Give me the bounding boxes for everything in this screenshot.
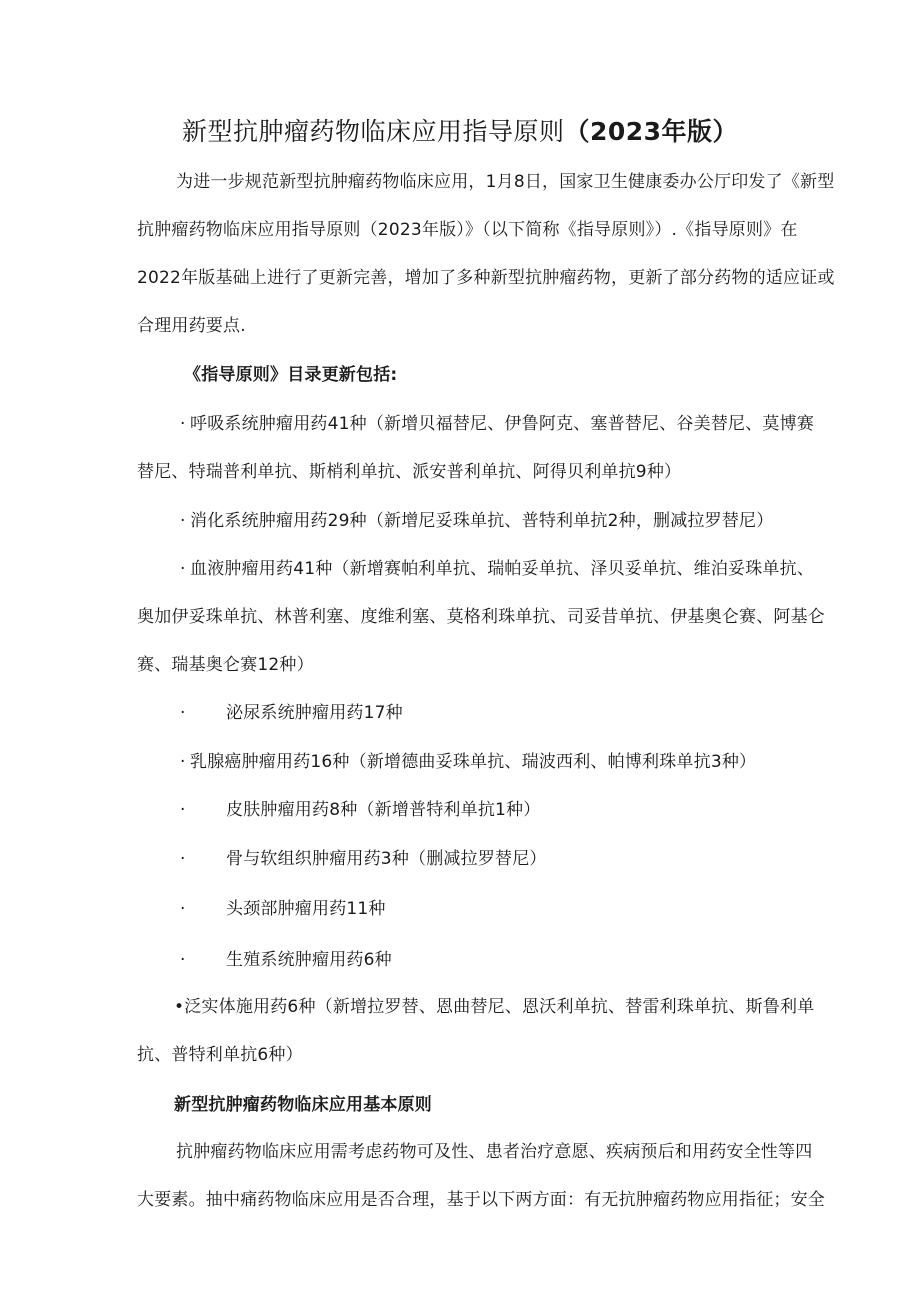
bullet-dot: · — [180, 899, 186, 919]
list-item-text: 泌尿系统肿瘤用药17种 — [226, 703, 403, 723]
list-item-text: 生殖系统肿瘤用药6种 — [226, 950, 392, 970]
list-item-skin — [180, 798, 540, 822]
list-item-urinary — [180, 701, 403, 725]
bullet-dot: · — [180, 950, 186, 970]
intro-line-2: 抗肿瘤药物临床应用指导原则（2023年版）》（以下简称《指导原则》）.《指导原则》在 — [137, 220, 798, 240]
list-item-blood — [180, 557, 814, 581]
bullet-dot: · — [180, 511, 186, 531]
section-paragraph-line-2: 大要素。抽中痛药物临床应用是否合理，基于以下两方面：有无抗肿瘤药物应用指征；安全 — [137, 1190, 825, 1210]
intro-line-3: 2022年版基础上进行了更新完善，增加了多种新型抗肿瘤药物，更新了部分药物的适应证或 — [137, 268, 835, 288]
document-title — [0, 112, 920, 148]
list-item-text: 骨与软组织肿瘤用药3种（删减拉罗替尼） — [226, 849, 547, 869]
list-item-bone — [180, 847, 547, 871]
list-item-text: 头颈部肿瘤用药11种 — [226, 899, 386, 919]
list-item-text: 血液肿瘤用药41种（新增赛帕利单抗、瑞帕妥单抗、泽贝妥单抗、维泊妥珠单抗、 — [190, 559, 815, 579]
title-main: 新型抗肿瘤药物临床应用指导原则 — [181, 117, 565, 146]
title-year: （2023年版） — [564, 117, 739, 146]
toc-heading: 《指导原则》目录更新包括: — [184, 365, 398, 385]
intro-line-4: 合理用药要点. — [137, 316, 246, 336]
list-item-respiratory — [180, 412, 814, 436]
bullet-dot: · — [180, 752, 186, 772]
list-item-headneck — [180, 897, 386, 921]
list-item-blood-cont-2: 赛、瑞基奥仑赛12种） — [137, 655, 314, 675]
list-item-text: 呼吸系统肿瘤用药41种（新增贝福替尼、伊鲁阿克、塞普替尼、谷美替尼、莫博赛 — [190, 414, 815, 434]
list-item-solid-cont: 抗、普特利单抗6种） — [137, 1045, 303, 1065]
section-heading: 新型抗肿瘤药物临床应用基本原则 — [174, 1095, 432, 1115]
intro-line-1: 为进一步规范新型抗肿瘤药物临床应用，1月8日，国家卫生健康委办公厅印发了《新型 — [176, 172, 835, 192]
list-item-solid — [174, 995, 814, 1019]
list-item-text: 皮肤肿瘤用药8种（新增普特利单抗1种） — [226, 800, 541, 820]
section-paragraph-line-1: 抗肿瘤药物临床应用需考虑药物可及性、患者治疗意愿、疾病预后和用药安全性等四 — [176, 1142, 813, 1162]
list-item-reproductive — [180, 948, 392, 972]
bullet-dot: · — [180, 849, 186, 869]
list-item-breast — [180, 750, 756, 774]
bullet-dot: · — [180, 703, 186, 723]
list-item-text: 消化系统肿瘤用药29种（新增尼妥珠单抗、普特利单抗2种，删减拉罗替尼） — [190, 511, 774, 531]
list-item-blood-cont-1: 奥加伊妥珠单抗、林普利塞、度维利塞、莫格利珠单抗、司妥昔单抗、伊基奥仑赛、阿基仑 — [137, 607, 825, 627]
list-item-text: 泛实体施用药6种（新增拉罗替、恩曲替尼、恩沃利单抗、替雷利珠单抗、斯鲁利单 — [184, 997, 815, 1017]
bullet-dot: · — [180, 800, 186, 820]
list-item-text: 乳腺癌肿瘤用药16种（新增德曲妥珠单抗、瑞波西利、帕博利珠单抗3种） — [190, 752, 757, 772]
list-item-digestive — [180, 509, 773, 533]
bullet-dot: · — [180, 559, 186, 579]
bullet-dot: · — [180, 414, 186, 434]
bullet-dot-alt: • — [174, 997, 185, 1017]
list-item-respiratory-cont: 替尼、特瑞普利单抗、斯梢利单抗、派安普利单抗、阿得贝利单抗9种） — [137, 462, 682, 482]
